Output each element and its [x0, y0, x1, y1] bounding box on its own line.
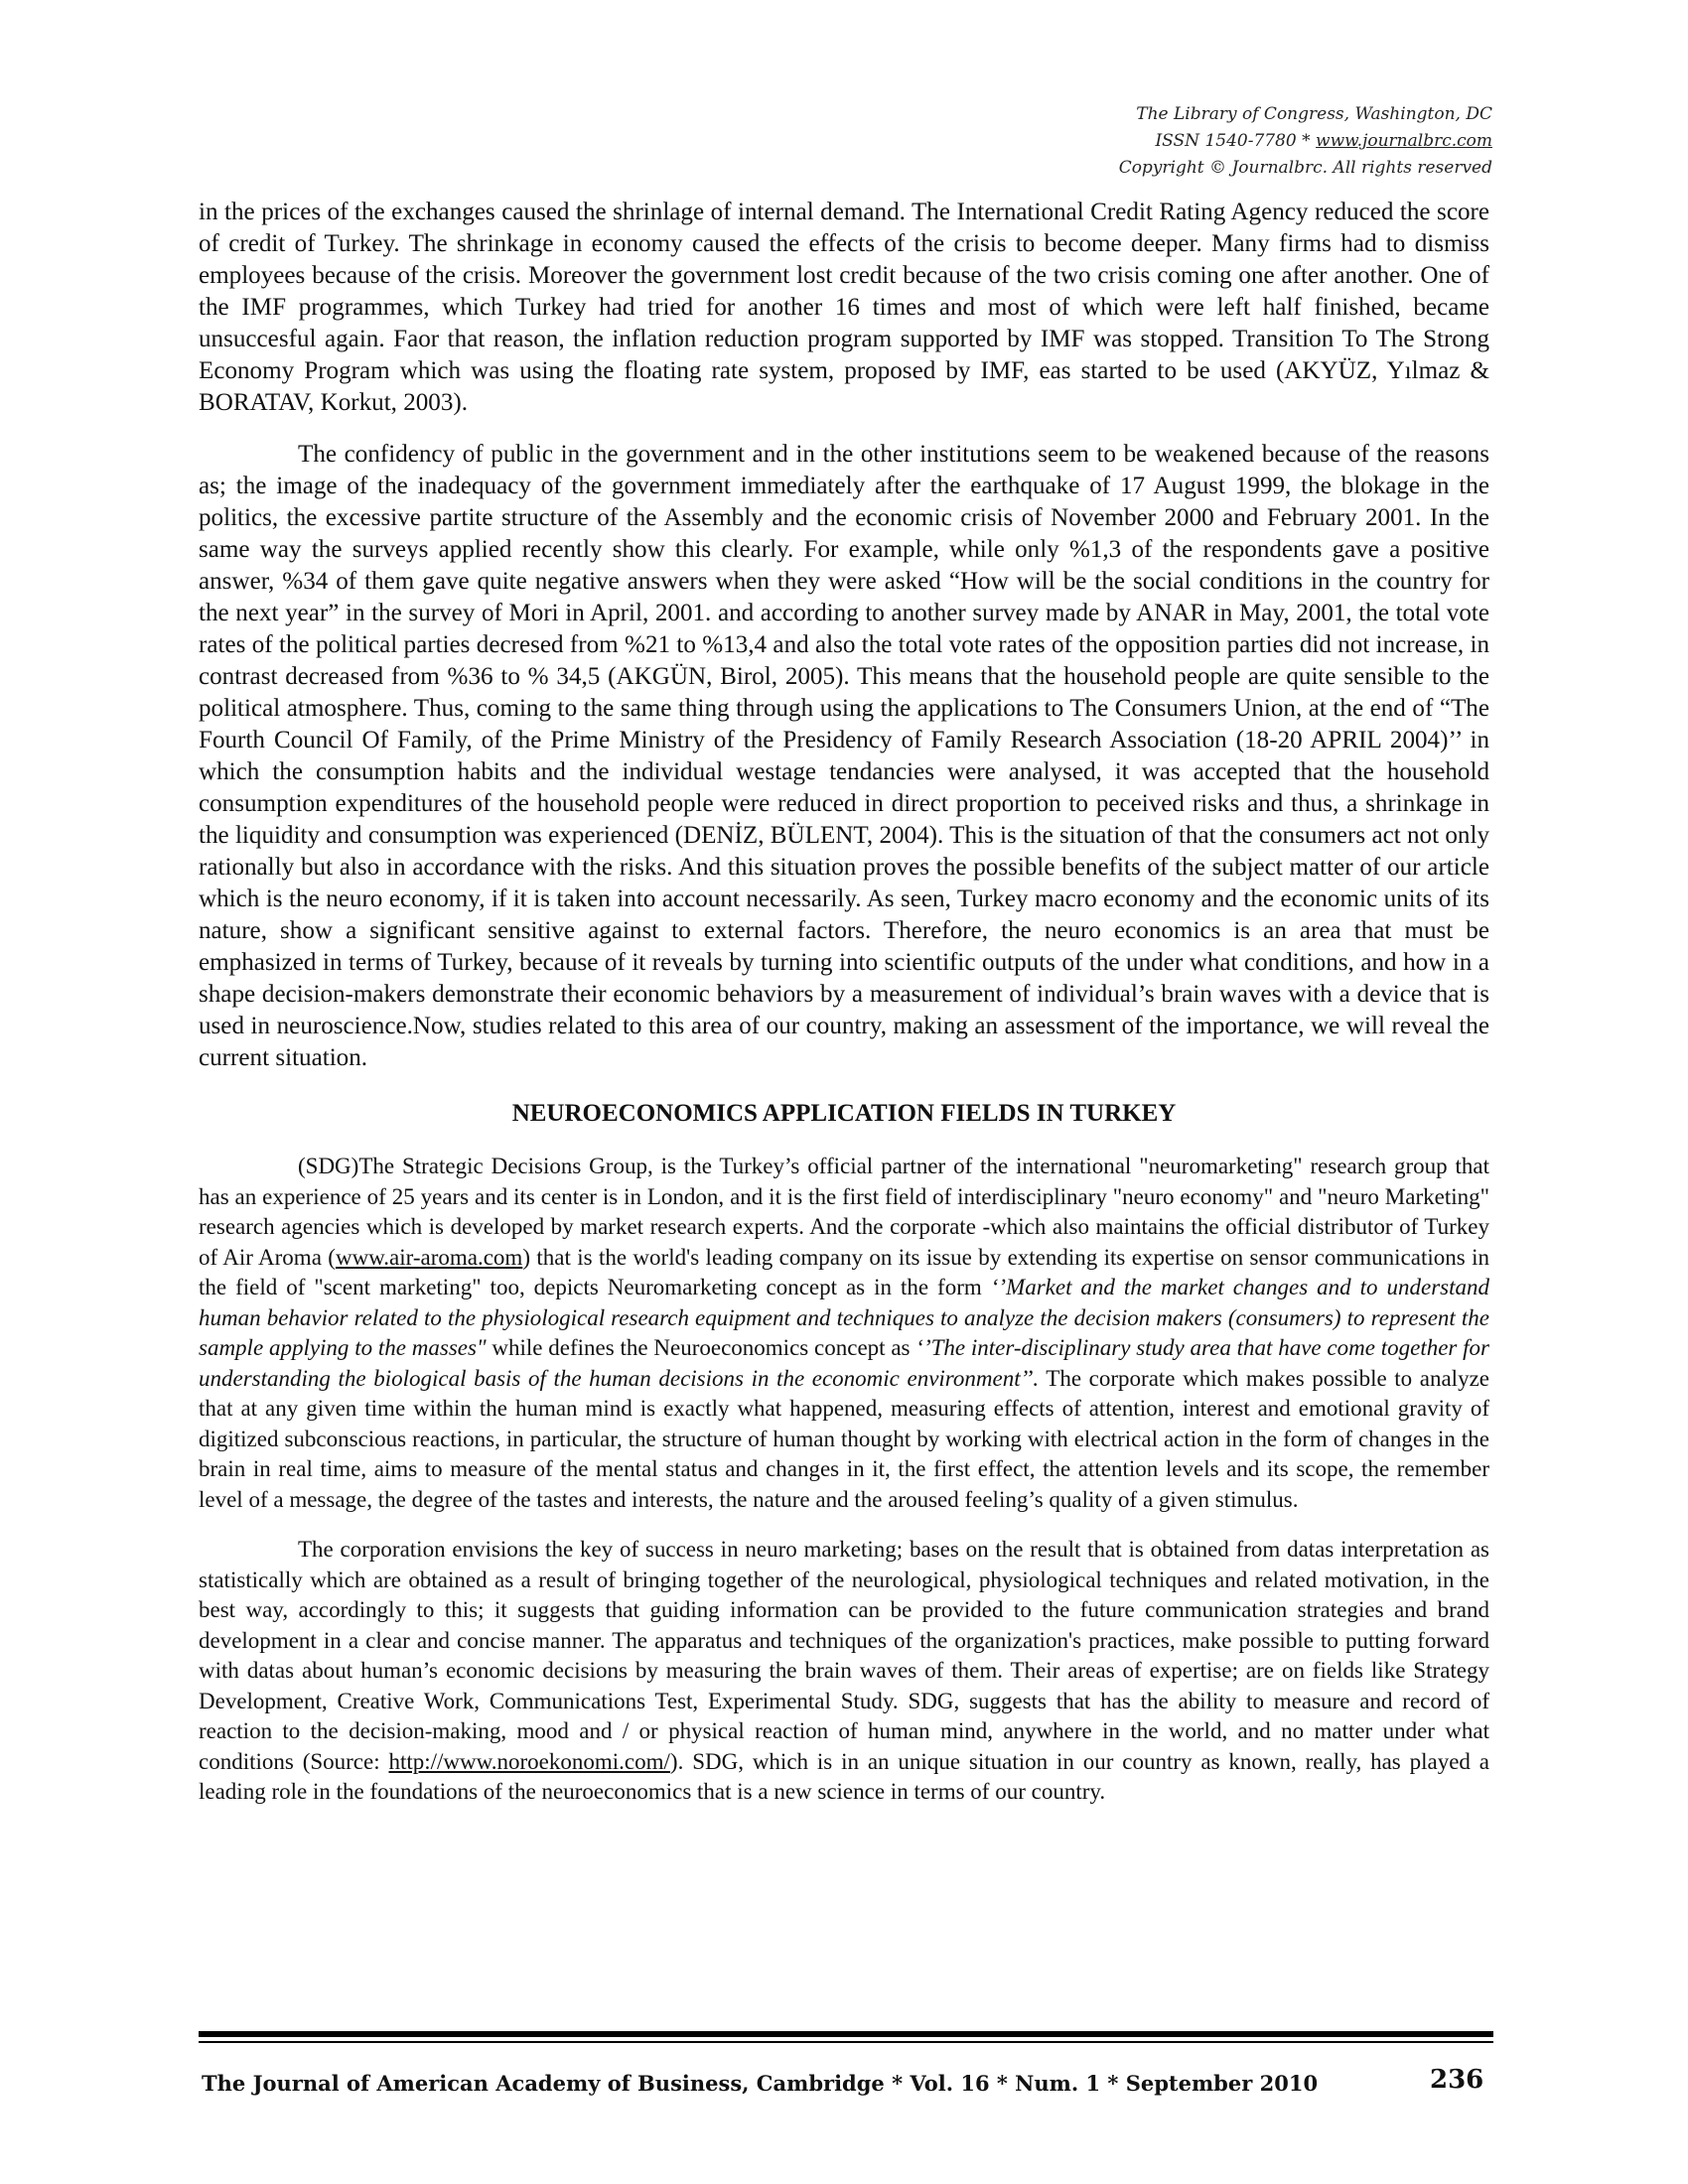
header-issn-text: ISSN 1540-7780 * [1155, 131, 1317, 151]
neuroeconomics-definition-quote: ‘’The inter-disciplinary study area that have come together for understanding the biological basis of the human decisions in the economic environment’’. [199, 1335, 1490, 1391]
paragraph-3-text-b: ) that is the world's leading company on its issue by extending its expertise on sensor communications in the field of "scent marketing" too, depicts Neuromarketing concept as in the form [199, 1244, 1489, 1299]
footer-journal-citation: The Journal of American Academy of Business, Cambridge * Vol. 16 * Num. 1 * September 2010 [202, 2071, 1319, 2096]
paragraph-3-text-d: The corporate which makes possible to analyze that at any given time within the human mind is exactly what happened, measuring effects of attention, interest and emotional gravity of digitized subconscious reactions, in particular, the structure of human thought by working with electrical action in the form of changes in the brain in real time, aims to measure of the mental status and changes in it, the first effect, the attention levels and its scope, the remember level of a message, the degree of the tastes and interests, the nature and the aroused feeling’s quality of a given stimulus. [199, 1365, 1489, 1512]
paragraph-2: The confidency of public in the government and in the other institutions seem to be weakened because of the reasons as; the image of the inadequacy of the government immediately after the earthquake of 17 August 1999, the blokage in the politics, the excessive partite structure of the Assembly and the economic crisis of November 2000 and February 2001. In the same way the surveys applied recently show this clearly. For example, while only %1,3 of the respondents gave a positive answer, %34 of them gave quite negative answers when they were asked “How will be the social conditions in the country for the next year” in the survey of Mori in April, 2001. and according to another survey made by ANAR in May, 2001, the total vote rates of the political parties decresed from %21 to %13,4 and also the total vote rates of the opposition parties did not increase, in contrast decreased from %36 to % 34,5 (AKGÜN, Birol, 2005). This means that the household people are quite sensible to the political atmosphere. Thus, coming to the same thing through using the applications to The Consumers Union, at the end of “The Fourth Council Of Family, of the Prime Ministry of the Presidency of Family Research Association (18-20 APRIL 2004)’’ in which the consumption habits and the individual westage tendancies were analysed, it was accepted that the household consumption expenditures of the household people were reduced in direct proportion to peceived risks and thus, a shrinkage in the liquidity and consumption was experienced (DENİZ, BÜLENT, 2004). This is the situation of that the consumers act not only rationally but also in accordance with the risks. And this situation proves the possible benefits of the subject matter of our article which is the neuro economy, if it is taken into account necessarily. As seen, Turkey macro economy and the economic units of its nature, show a significant sensitive against to external factors. Therefore, the neuro economics is an area that must be emphasized in terms of Turkey, because of it reveals by turning into scientific outputs of the under what conditions, and how in a shape decision-makers demonstrate their economic behaviors by a measurement of individual’s brain waves with a device that is used in neuroscience.Now, studies related to this area of our country, making an assessment of the importance, we will reveal the current situation. [199, 441, 1489, 1071]
running-header [1119, 101, 1492, 182]
paragraph-4-text-a: The corporation envisions the key of success in neuro marketing; bases on the result that is obtained from datas interpretation as statistically which are obtained as a result of bringing together of the neurological, physiological techniques and related motivation, in the best way, accordingly to this; it suggests that guiding information can be provided to the future communication strategies and brand development in a clear and concise manner. The apparatus and techniques of the organization's practices, make possible to putting forward with datas about human’s economic decisions by measuring the brain waves of them. Their areas of expertise; are on fields like Strategy Development, Creative Work, Communications Test, Experimental Study. SDG, suggests that has the ability to measure and record of reaction to the decision-making, mood and / or physical reaction of human mind, anywhere in the world, and no matter under what conditions (Source: [199, 1537, 1489, 1774]
noroekonomi-link[interactable]: http://www.noroekonomi.com/ [388, 1748, 670, 1774]
page-number: 236 [1430, 2065, 1484, 2095]
footer-rule-thin [199, 2041, 1493, 2043]
journal-website-link[interactable]: www.journalbrc.com [1316, 131, 1492, 151]
paragraph-4-text-b: ). SDG, which is in an unique situation in our country as known, really, has played a leading role in the foundations of the neuroeconomics that is a new science in terms of our country. [199, 1748, 1489, 1804]
paragraph-3 [199, 1152, 1489, 1515]
header-library-line: The Library of Congress, Washington, DC [1136, 104, 1492, 124]
paragraph-1: in the prices of the exchanges caused the shrinlage of internal demand. The International Credit Rating Agency reduced the score of credit of Turkey. The shrinkage in economy caused the effects of the crisis to become deeper. Many firms had to dismiss employees because of the crisis. Moreover the government lost credit because of the two crisis coming one after another. One of the IMF programmes, which Turkey had tried for another 16 times and most of which were left half finished, became unsuccesful again. Faor that reason, the inflation reduction program supported by IMF was stopped. Transition To The Strong Economy Program which was using the floating rate system, proposed by IMF, eas started to be used (AKYÜZ, Yılmaz & BORATAV, Korkut, 2003). [199, 199, 1489, 416]
section-heading: NEUROECONOMICS APPLICATION FIELDS IN TURKEY [511, 1100, 1177, 1127]
article-body [199, 197, 1489, 1808]
paragraph-4 [199, 1535, 1489, 1808]
header-copyright-line: Copyright © Journalbrc. All rights reserved [1118, 158, 1492, 178]
neuromarketing-definition-quote: ‘’Market and the market changes and to understand human behavior related to the physiological research equipment and techniques to analyze the decision makers (consumers) to represent the sample applying to the masses" [199, 1275, 1489, 1360]
air-aroma-link[interactable]: www.air-aroma.com [335, 1244, 523, 1270]
paragraph-3-text-a: (SDG)The Strategic Decisions Group, is the Turkey’s official partner of the international "neuromarketing" research group that has an experience of 25 years and its center is in London, and it is the first field of interdisciplinary "neuro economy" and "neuro Marketing" research agencies which is developed by market research experts. And the corporate -which also maintains the official distributor of Turkey of Air Aroma ( [199, 1154, 1489, 1270]
header-issn-line [1119, 128, 1492, 155]
footer-rule-thick [199, 2031, 1493, 2037]
paragraph-3-text-c: while defines the Neuroeconomics concept as [486, 1335, 916, 1360]
